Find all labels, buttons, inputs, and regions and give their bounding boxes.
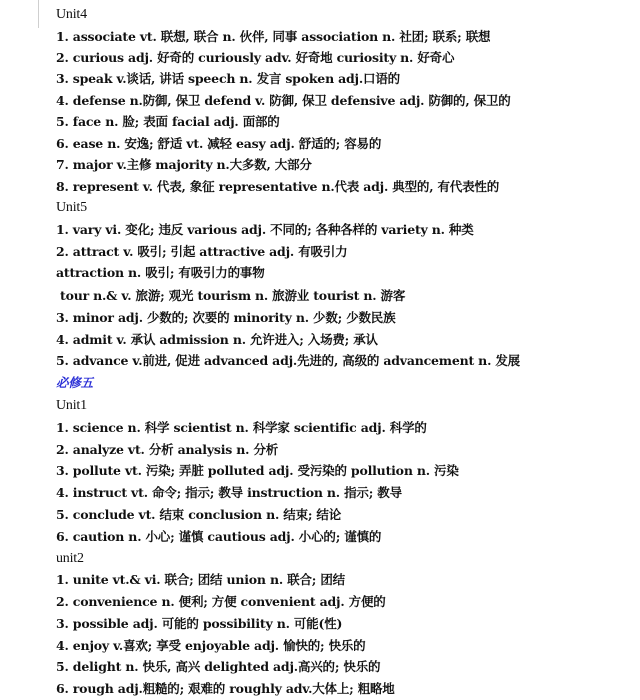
vocab-line: 8. represent v. 代表, 象征 representative n.代表 adj. 典型的, 有代表性的 (56, 179, 500, 194)
vocab-line: 4. defense n.防御, 保卫 defend v. 防御, 保卫 defensive adj. 防御的, 保卫的 (56, 93, 511, 108)
vocab-line: 1. unite vt.& vi. 联合; 团结 union n. 联合; 团结 (56, 572, 345, 587)
vocab-line: 6. rough adj.粗糙的; 艰难的 roughly adv.大体上; 粗略地 (56, 681, 395, 696)
vocab-line: 4. instruct vt. 命令; 指示; 教导 instruction n. 指示; 教导 (56, 485, 402, 500)
unit-heading: Unit1 (56, 398, 87, 413)
vocab-line: 7. major v.主修 majority n.大多数, 大部分 (56, 157, 312, 172)
margin-rule (38, 0, 39, 28)
vocab-line: attraction n. 吸引; 有吸引力的事物 (56, 265, 265, 280)
vocab-line: 1. associate vt. 联想, 联合 n. 伙伴, 同事 association n. 社团; 联系; 联想 (56, 29, 491, 44)
vocab-line: 4. enjoy v.喜欢; 享受 enjoyable adj. 愉快的; 快乐的 (56, 638, 366, 653)
vocab-line: 5. delight n. 快乐, 高兴 delighted adj.高兴的; 快乐的 (56, 659, 381, 674)
vocab-line: 6. caution n. 小心; 谨慎 cautious adj. 小心的; 谨慎的 (56, 529, 382, 544)
vocab-line: 5. conclude vt. 结束 conclusion n. 结束; 结论 (56, 507, 342, 522)
vocab-line: 2. curious adj. 好奇的 curiously adv. 好奇地 curiosity n. 好奇心 (56, 50, 455, 65)
vocab-line: 2. analyze vt. 分析 analysis n. 分析 (56, 442, 279, 457)
unit-heading: unit2 (56, 551, 84, 566)
vocab-line: 1. science n. 科学 scientist n. 科学家 scientific adj. 科学的 (56, 420, 427, 435)
vocab-line: 2. attract v. 吸引; 引起 attractive adj. 有吸引力 (56, 244, 348, 259)
vocab-line: 4. admit v. 承认 admission n. 允许进入; 入场费; 承认 (56, 332, 378, 347)
vocab-line: 2. convenience n. 便利; 方便 convenient adj. 方便的 (56, 594, 386, 609)
unit-heading: Unit4 (56, 7, 87, 22)
vocab-line: 3. speak v.谈话, 讲话 speech n. 发言 spoken adj.口语的 (56, 71, 400, 86)
vocab-line: tour n.& v. 旅游; 观光 tourism n. 旅游业 tourist n. 游客 (60, 288, 406, 303)
vocab-line: 3. pollute vt. 污染; 弄脏 polluted adj. 受污染的 pollution n. 污染 (56, 463, 459, 478)
vocab-line: 6. ease n. 安逸; 舒适 vt. 减轻 easy adj. 舒适的; 容易的 (56, 136, 382, 151)
vocab-line: 5. face n. 脸; 表面 facial adj. 面部的 (56, 114, 280, 129)
vocab-line: 3. minor adj. 少数的; 次要的 minority n. 少数; 少数民族 (56, 310, 396, 325)
vocab-line: 1. vary vi. 变化; 违反 various adj. 不同的; 各种各样的 variety n. 种类 (56, 222, 474, 237)
unit-heading: Unit5 (56, 200, 87, 215)
vocab-line: 3. possible adj. 可能的 possibility n. 可能(性) (56, 616, 343, 631)
book-heading: 必修五 (56, 375, 93, 390)
vocab-line: 5. advance v.前进, 促进 advanced adj.先进的, 高级的 advancement n. 发展 (56, 353, 520, 368)
